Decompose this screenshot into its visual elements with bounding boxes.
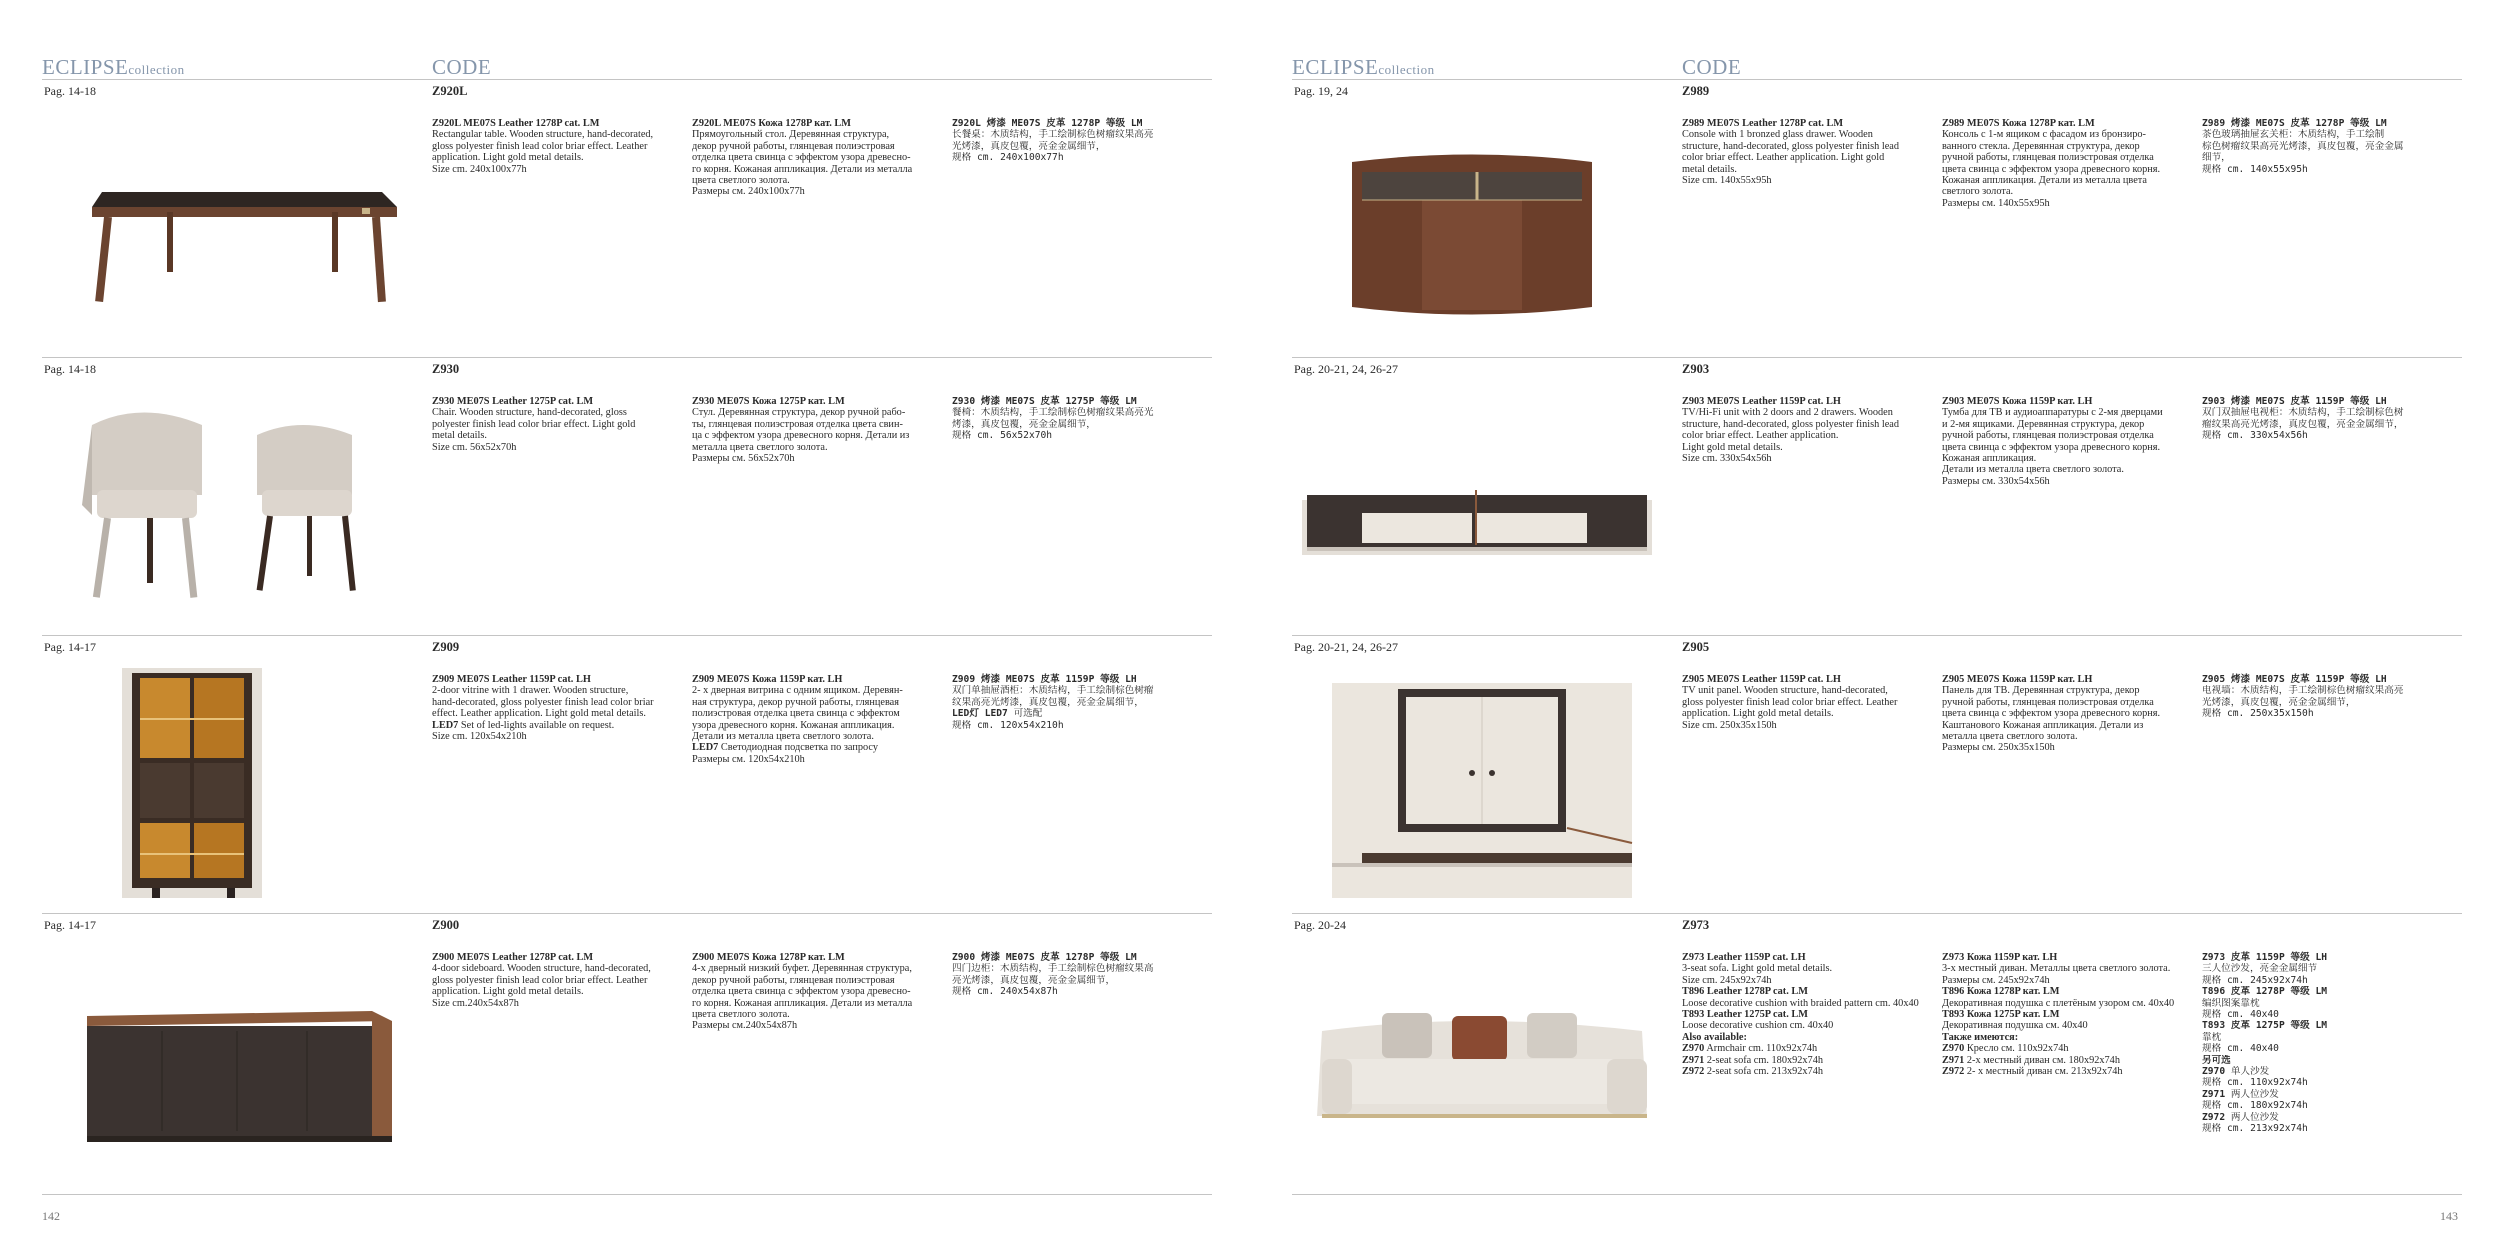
description-title: Z989 ME07S Leather 1278P cat. LM	[1682, 118, 1844, 129]
description-line: gloss polyester finish lead color briar effect. Leather	[432, 140, 648, 152]
description-line: 2-door vitrine with 1 drawer. Wooden structure,	[432, 685, 629, 697]
description-line: metal details.	[1682, 163, 1737, 175]
chinese-description	[952, 674, 1202, 731]
product-row	[42, 913, 1212, 1191]
description-line: отделка цвета свинца с эффектом узора древесно-	[692, 152, 911, 164]
description-line: T893 皮革 1275P 等级 LM	[2202, 1020, 2328, 1032]
description-line: цвета свинца с эффектом узора древесного корня.	[1942, 708, 2161, 720]
description-title: Z900 ME07S Кожа 1278P кат. LM	[692, 952, 845, 963]
english-description	[1682, 396, 1932, 464]
page-reference: Pag. 20-21, 24, 26-27	[1294, 640, 1398, 654]
description-line: декор ручной работы, глянцевая полиэстровая	[692, 140, 895, 152]
description-line: Каштанового Кожаная аппликация. Детали из	[1942, 719, 2144, 731]
description-line: Размеры см.240х54х87h	[692, 1020, 798, 1032]
description-line: Loose decorative cushion with braided pattern cm. 40x40	[1682, 997, 1919, 1009]
description-title: Z930 烤漆 ME07S 皮革 1275P 等级 LM	[952, 396, 1137, 407]
description-line: 4-х дверный низкий буфет. Деревянная структура,	[692, 963, 912, 975]
description-line: 规格 cm. 213x92x74h	[2202, 1123, 2308, 1135]
description-line: T896 皮革 1278P 等级 LM	[2202, 986, 2328, 998]
russian-description	[1942, 952, 2192, 1077]
description-line: Z972 两人位沙发	[2202, 1111, 2279, 1123]
description-line: Z972 2-seat sofa cm. 213x92x74h	[1682, 1066, 1824, 1078]
product-image-tv-unit	[1302, 385, 1652, 625]
english-description	[432, 952, 682, 1009]
description-title: Z909 ME07S Кожа 1159P кат. LH	[692, 674, 843, 685]
russian-description	[692, 396, 942, 464]
russian-description	[1942, 118, 2192, 209]
description-line: 规格 cm. 240x100x77h	[952, 152, 1064, 164]
description-line: Z970 单人沙发	[2202, 1066, 2270, 1078]
description-title: Z909 烤漆 ME07S 皮革 1159P 等级 LH	[952, 674, 1137, 685]
footer-rule	[42, 1194, 1212, 1195]
product-image-chairs	[52, 385, 402, 625]
description-line: T893 Leather 1275P cat. LM	[1682, 1009, 1808, 1021]
description-title: Z920L ME07S Кожа 1278P кат. LM	[692, 118, 851, 129]
description-line: polyester finish lead color briar effect. Light gold	[432, 418, 636, 430]
product-row	[1292, 635, 2462, 913]
description-line: 编织图案靠枕	[2202, 997, 2260, 1009]
description-title: Z920L 烤漆 ME07S 皮革 1278P 等级 LM	[952, 118, 1143, 129]
description-line: Chair. Wooden structure, hand-decorated, gloss	[432, 407, 627, 419]
product-image-tv-panel	[1302, 663, 1652, 903]
description-line: Console with 1 bronzed glass drawer. Wooden	[1682, 129, 1873, 141]
page-number: 143	[2440, 1209, 2458, 1223]
description-line: T896 Кожа 1278P кат. LM	[1942, 986, 2060, 998]
description-title: Z973 Leather 1159P cat. LH	[1682, 952, 1806, 963]
english-description	[432, 396, 682, 453]
description-line: светлого золота.	[1942, 186, 2014, 198]
description-title: Z930 ME07S Leather 1275P cat. LM	[432, 396, 594, 407]
description-line: 瘤纹果高亮光烤漆，真皮包覆，亮金金属细节，	[2202, 418, 2404, 430]
description-title: Z900 烤漆 ME07S 皮革 1278P 等级 LM	[952, 952, 1137, 963]
product-code: Z920L	[432, 84, 468, 98]
page-reference: Pag. 20-24	[1294, 918, 1346, 932]
product-row	[1292, 357, 2462, 635]
size-line: 规格 cm. 120x54x210h	[952, 719, 1064, 731]
description-line: 细节，	[2202, 152, 2231, 164]
description-line: Z971 两人位沙发	[2202, 1088, 2279, 1100]
description-line: и 2-мя ящиками. Деревянная структура, декор	[1942, 418, 2145, 430]
chinese-description	[952, 396, 1202, 442]
description-line: 4-door sideboard. Wooden structure, hand-decorated,	[432, 963, 651, 975]
led-note: LED7 Светодиодная подсветка по запросу	[692, 742, 879, 754]
english-description	[432, 118, 682, 175]
description-line: цвета светлого золота.	[692, 1009, 790, 1021]
product-row	[42, 357, 1212, 635]
led-note: LED7 Set of led-lights available on request.	[432, 719, 615, 731]
description-line: Размеры см. 330х54х56h	[1942, 475, 2050, 487]
description-line: Детали из металла цвета светлого золота.	[1942, 464, 2124, 476]
product-image-table	[52, 107, 402, 347]
description-line: ная структура, декор ручной работы, глянцевая	[692, 696, 899, 708]
description-line: metal details.	[432, 430, 487, 442]
chinese-description	[952, 952, 1202, 998]
description-line: 规格 cm. 56x52x70h	[952, 430, 1053, 442]
description-line: Size cm. 250x35x150h	[1682, 719, 1777, 731]
description-line: 四门边柜：木质结构，手工绘制棕色树瘤纹果高	[952, 963, 1154, 975]
description-line: 亮光烤漆，真皮包覆，亮金金属细节，	[952, 974, 1116, 986]
code-header: CODE	[1682, 55, 1742, 79]
description-title: Z905 烤漆 ME07S 皮革 1159P 等级 LH	[2202, 674, 2387, 685]
page-reference: Pag. 14-18	[44, 362, 96, 376]
page-reference: Pag. 19, 24	[1294, 84, 1348, 98]
brand-header: ECLIPSEcollection	[42, 55, 185, 79]
description-line: го корня. Кожаная аппликация. Детали из металла	[692, 163, 913, 175]
description-title: Z900 ME07S Leather 1278P cat. LM	[432, 952, 594, 963]
description-line: 双门单抽屉酒柜：木质结构，手工绘制棕色树瘤	[952, 685, 1154, 697]
description-line: ручной работы, глянцевая полиэстровая отделка	[1942, 152, 2154, 164]
russian-description	[692, 674, 942, 765]
product-row	[42, 635, 1212, 913]
description-title: Z903 ME07S Кожа 1159P кат. LH	[1942, 396, 2093, 407]
description-line: gloss polyester finish lead color briar effect. Leather	[432, 974, 648, 986]
description-line: цвета свинца с эффектом узора древесного корня.	[1942, 163, 2161, 175]
description-line: ты, глянцевая полиэстровая отделка цвета свин-	[692, 418, 903, 430]
description-line: Тумба для ТВ и аудиоаппаратуры с 2-мя дверцами	[1942, 407, 2163, 419]
description-line: Кожаная аппликация. Детали из металла цвета	[1942, 175, 2148, 187]
description-line: application. Light gold metal details.	[1682, 708, 1834, 720]
product-code: Z930	[432, 362, 460, 376]
english-description	[1682, 952, 1932, 1077]
description-title: Z920L ME07S Leather 1278P cat. LM	[432, 118, 600, 129]
description-title: Z903 烤漆 ME07S 皮革 1159P 等级 LH	[2202, 396, 2387, 407]
description-title: Z930 ME07S Кожа 1275P кат. LM	[692, 396, 845, 407]
description-line: 棕色树瘤纹果高亮光烤漆，真皮包覆，亮金金属	[2202, 140, 2404, 152]
description-line: Детали из металла цвета светлого золота.	[692, 731, 874, 743]
page-reference: Pag. 14-18	[44, 84, 96, 98]
description-line: 2- х дверная витрина с одним ящиком. Деревян-	[692, 685, 903, 697]
right-page	[1250, 0, 2500, 1250]
description-line: металла цвета светлого золота.	[1942, 731, 2078, 743]
page-number: 142	[42, 1209, 60, 1223]
description-line: 纹果高亮光烤漆，真皮包覆，亮金金属细节，	[952, 696, 1144, 708]
product-code: Z900	[432, 918, 460, 932]
description-line: hand-decorated, gloss polyester finish lead color briar	[432, 696, 654, 708]
description-line: Размеры см. 250х35х150h	[1942, 742, 2055, 754]
description-line: го корня. Кожаная аппликация. Детали из металла	[692, 997, 913, 1009]
description-line: color briar effect. Leather application. Light gold	[1682, 152, 1885, 164]
led-note: LED灯 LED7 可选配	[952, 708, 1043, 720]
description-line: Стул. Деревянная структура, декор ручной рабо-	[692, 407, 906, 419]
russian-description	[1942, 396, 2192, 487]
description-line: 另可选	[2202, 1054, 2231, 1066]
product-image-sideboard	[52, 941, 402, 1181]
description-line: T896 Leather 1278P cat. LM	[1682, 986, 1808, 998]
chinese-description	[952, 118, 1202, 164]
description-title: Z989 ME07S Кожа 1278P кат. LM	[1942, 118, 2095, 129]
description-line: 烤漆，真皮包覆，亮金金属细节，	[952, 418, 1096, 430]
description-line: Size cm. 245x92x74h	[1682, 974, 1772, 986]
size-line: Size cm. 120x54x210h	[432, 731, 527, 743]
product-row	[1292, 913, 2462, 1191]
product-image-console	[1302, 107, 1652, 347]
description-line: 餐椅：木质结构，手工绘制棕色树瘤纹果高亮光	[952, 407, 1154, 419]
description-line: 规格 cm. 240x54x87h	[952, 986, 1058, 998]
product-row	[1292, 79, 2462, 357]
product-code: Z989	[1682, 84, 1710, 98]
description-line: Размеры см. 140х55х95h	[1942, 197, 2050, 209]
english-description	[1682, 118, 1932, 186]
description-line: цвета свинца с эффектом узора древесного корня.	[1942, 441, 2161, 453]
description-line: 光烤漆，真皮包覆，亮金金属细节，	[952, 140, 1106, 152]
description-line: 茶色玻璃抽屉玄关柜：木质结构，手工绘制	[2202, 129, 2385, 141]
size-line: Размеры см. 120х54х210h	[692, 753, 805, 765]
description-line: structure, hand-decorated, gloss polyester finish lead	[1682, 418, 1900, 430]
description-line: Size cm. 240x100x77h	[432, 163, 527, 175]
product-code: Z973	[1682, 918, 1710, 932]
product-image-vitrine	[52, 663, 402, 903]
english-description	[432, 674, 682, 742]
description-line: Также имеются:	[1942, 1031, 2019, 1043]
description-line: Прямоугольный стол. Деревянная структура,	[692, 129, 890, 141]
description-line: 规格 cm. 250x35x150h	[2202, 708, 2314, 720]
chinese-description	[2202, 118, 2452, 175]
product-code: Z903	[1682, 362, 1710, 376]
description-line: 规格 cm. 180x92x74h	[2202, 1100, 2308, 1112]
description-line: Z971 2-seat sofa cm. 180x92x74h	[1682, 1054, 1824, 1066]
product-row	[42, 79, 1212, 357]
russian-description	[1942, 674, 2192, 754]
description-line: Size cm. 330x54x56h	[1682, 453, 1772, 465]
description-title: Z909 ME07S Leather 1159P cat. LH	[432, 674, 591, 685]
page-reference: Pag. 14-17	[44, 640, 96, 654]
description-line: узора древесного корня. Кожаная аппликация.	[692, 719, 895, 731]
description-line: 三人位沙发，亮金金属细节	[2202, 963, 2318, 975]
chinese-description	[2202, 952, 2452, 1135]
description-title: Z903 ME07S Leather 1159P cat. LH	[1682, 396, 1841, 407]
product-image-sofa	[1302, 941, 1652, 1181]
description-line: effect. Leather application. Light gold metal details.	[432, 708, 646, 720]
chinese-description	[2202, 396, 2452, 442]
description-title: Z905 ME07S Leather 1159P cat. LH	[1682, 674, 1841, 685]
footer-rule	[1292, 1194, 2462, 1195]
page-reference: Pag. 14-17	[44, 918, 96, 932]
description-line: 规格 cm. 40x40	[2202, 1043, 2279, 1055]
description-line: Декоративная подушка с плетёным узором см. 40х40	[1942, 997, 2175, 1009]
description-line: Light gold metal details.	[1682, 441, 1783, 453]
description-line: Декоративная подушка см. 40х40	[1942, 1020, 2088, 1032]
product-code: Z909	[432, 640, 460, 654]
code-header: CODE	[432, 55, 492, 79]
description-line: Size cm.240x54x87h	[432, 997, 519, 1009]
description-line: Размеры см. 245х92х74h	[1942, 974, 2050, 986]
description-line: Размеры см. 56х52х70h	[692, 453, 795, 465]
description-line: TV/Hi-Fi unit with 2 doors and 2 drawers. Wooden	[1682, 407, 1893, 419]
description-title: Z989 烤漆 ME07S 皮革 1278P 等级 LM	[2202, 118, 2387, 129]
description-line: Size cm. 56x52x70h	[432, 441, 517, 453]
description-line: 规格 cm. 140x55x95h	[2202, 163, 2308, 175]
description-line: Z971 2-х местный диван см. 180х92х74h	[1942, 1054, 2120, 1066]
description-line: Loose decorative cushion cm. 40x40	[1682, 1020, 1834, 1032]
description-line: Кожаная аппликация.	[1942, 453, 2037, 465]
brand-header: ECLIPSEcollection	[1292, 55, 1435, 79]
russian-description	[692, 118, 942, 198]
description-line: 双门双抽屉电视柜：木质结构，手工绘制棕色树	[2202, 407, 2404, 419]
description-line: Rectangular table. Wooden structure, hand-decorated,	[432, 129, 654, 141]
chinese-description	[2202, 674, 2452, 720]
description-line: 3-х местный диван. Металлы цвета светлого золота.	[1942, 963, 2171, 975]
description-line: 规格 cm. 110x92x74h	[2202, 1077, 2308, 1089]
description-line: 规格 cm. 40x40	[2202, 1009, 2279, 1021]
description-line: 靠枕	[2202, 1031, 2222, 1043]
russian-description	[692, 952, 942, 1032]
english-description	[1682, 674, 1932, 731]
description-line: gloss polyester finish lead color briar effect. Leather	[1682, 696, 1898, 708]
description-line: Z970 Кресло см. 110х92х74h	[1942, 1043, 2069, 1055]
description-line: Консоль с 1-м ящиком с фасадом из бронзиро-	[1942, 129, 2146, 141]
description-title: Z905 ME07S Кожа 1159P кат. LH	[1942, 674, 2093, 685]
description-line: Z970 Armchair cm. 110x92x74h	[1682, 1043, 1818, 1055]
description-line: ручной работы, глянцевая полиэстровая отделка	[1942, 430, 2154, 442]
description-line: color briar effect. Leather application.	[1682, 430, 1839, 442]
description-line: Панель для ТВ. Деревянная структура, декор	[1942, 685, 2140, 697]
description-line: Size cm. 140x55x95h	[1682, 175, 1772, 187]
description-title: Z973 皮革 1159P 等级 LH	[2202, 952, 2328, 963]
description-line: 光烤漆，真皮包覆，亮金金属细节，	[2202, 696, 2356, 708]
description-line: T893 Кожа 1275P кат. LM	[1942, 1009, 2060, 1021]
description-line: полиэстровая отделка цвета свинца с эффектом	[692, 708, 900, 720]
description-line: application. Light gold metal details.	[432, 986, 584, 998]
description-line: 规格 cm. 245x92x74h	[2202, 974, 2308, 986]
page-reference: Pag. 20-21, 24, 26-27	[1294, 362, 1398, 376]
description-line: ручной работы, глянцевая полиэстровая отделка	[1942, 696, 2154, 708]
description-line: декор ручной работы, глянцевая полиэстровая	[692, 974, 895, 986]
description-line: Also available:	[1682, 1031, 1747, 1043]
description-line: structure, hand-decorated, gloss polyester finish lead	[1682, 140, 1900, 152]
description-line: 电视墙：木质结构，手工绘制棕色树瘤纹果高亮	[2202, 685, 2404, 697]
description-line: application. Light gold metal details.	[432, 152, 584, 164]
description-line: 规格 cm. 330x54x56h	[2202, 430, 2308, 442]
description-line: отделка цвета свинца с эффектом узора древесно-	[692, 986, 911, 998]
description-line: металла цвета светлого золота.	[692, 441, 828, 453]
description-line: Размеры см. 240х100х77h	[692, 186, 805, 198]
description-line: 3-seat sofa. Light gold metal details.	[1682, 963, 1833, 975]
description-line: 长餐桌：木质结构，手工绘制棕色树瘤纹果高亮	[952, 129, 1154, 141]
description-line: ванного стекла. Деревянная структура, декор	[1942, 140, 2140, 152]
description-line: Z972 2- х местный диван см. 213х92х74h	[1942, 1066, 2123, 1078]
description-line: ца с эффектом узора древесного корня. Детали из	[692, 430, 910, 442]
description-title: Z973 Кожа 1159P кат. LH	[1942, 952, 2058, 963]
description-line: цвета светлого золота.	[692, 175, 790, 187]
description-line: TV unit panel. Wooden structure, hand-decorated,	[1682, 685, 1888, 697]
product-code: Z905	[1682, 640, 1710, 654]
